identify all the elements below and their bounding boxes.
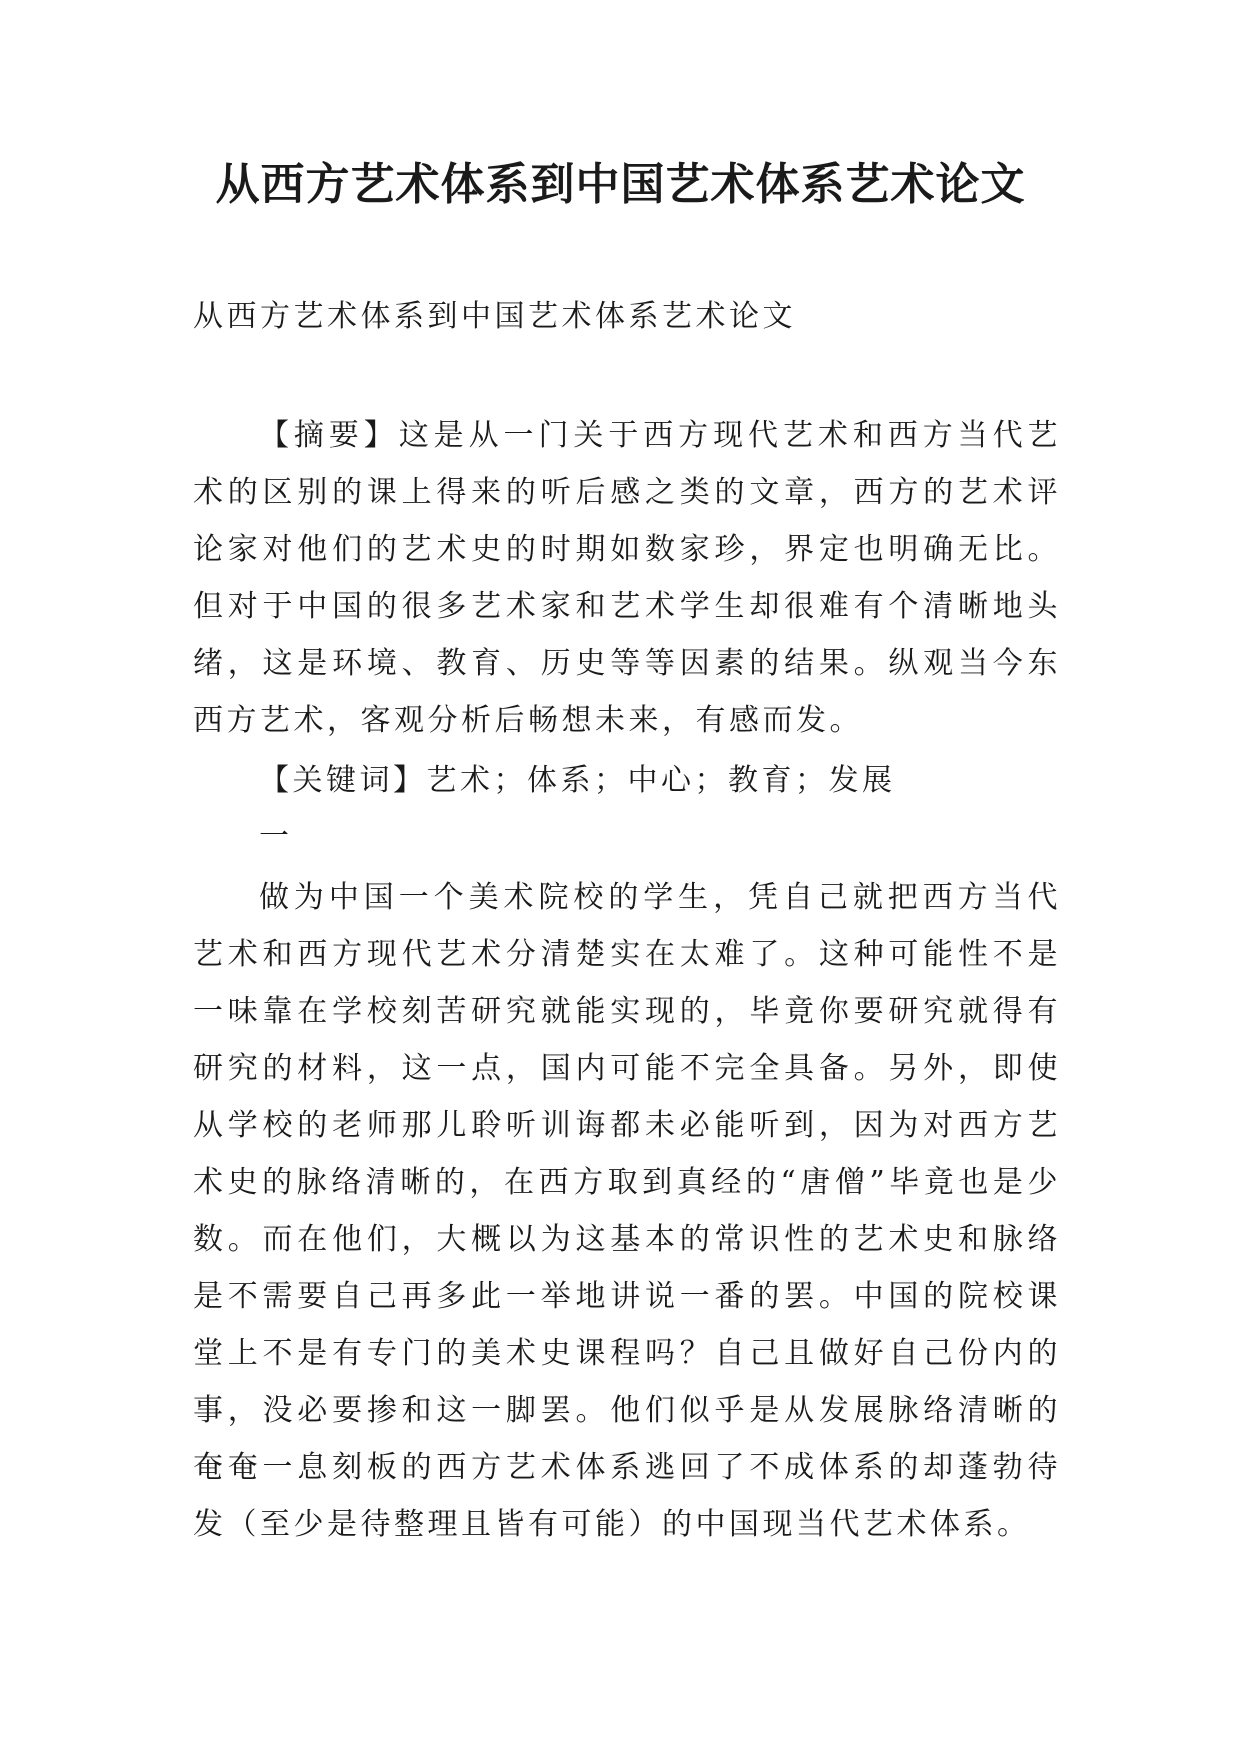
document-subtitle: 从西方艺术体系到中国艺术体系艺术论文 xyxy=(193,299,796,334)
section-number: 一 xyxy=(259,819,293,854)
document-title: 从西方艺术体系到中国艺术体系艺术论文 xyxy=(215,159,1026,210)
keywords-line: 【关键词】艺术；体系；中心；教育；发展 xyxy=(259,763,896,798)
abstract-paragraph: 【摘要】这是从一门关于西方现代艺术和西方当代艺术的区别的课上得来的听后感之类的文章，西方的艺术评论家对他们的艺术史的时期如数家珍，界定也明确无比。但对于中国的很多艺术家和艺术学生却很难有个清晰地头绪，这是环境、教育、历史等等因素的结果。纵观当今东西方艺术，客观分析后畅想未来，有感而发。 xyxy=(193,418,1061,738)
body-paragraph: 做为中国一个美术院校的学生，凭自己就把西方当代艺术和西方现代艺术分清楚实在太难了。这种可能性不是一味靠在学校刻苦研究就能实现的，毕竟你要研究就得有研究的材料，这一点，国内可能不完全具备。另外，即使从学校的老师那儿聆听训诲都未必能听到，因为对西方艺术史的脉络清晰的，在西方取到真经的“唐僧”毕竟也是少数。而在他们，大概以为这基本的常识性的艺术史和脉络是不需要自己再多此一举地讲说一番的罢。中国的院校课堂上不是有专门的美术史课程吗？自己且做好自己份内的事，没必要掺和这一脚罢。他们似乎是从发展脉络清晰的奄奄一息刻板的西方艺术体系逃回了不成体系的却蓬勃待发（至少是待整理且皆有可能）的中国现当代艺术体系。 xyxy=(193,880,1061,1542)
